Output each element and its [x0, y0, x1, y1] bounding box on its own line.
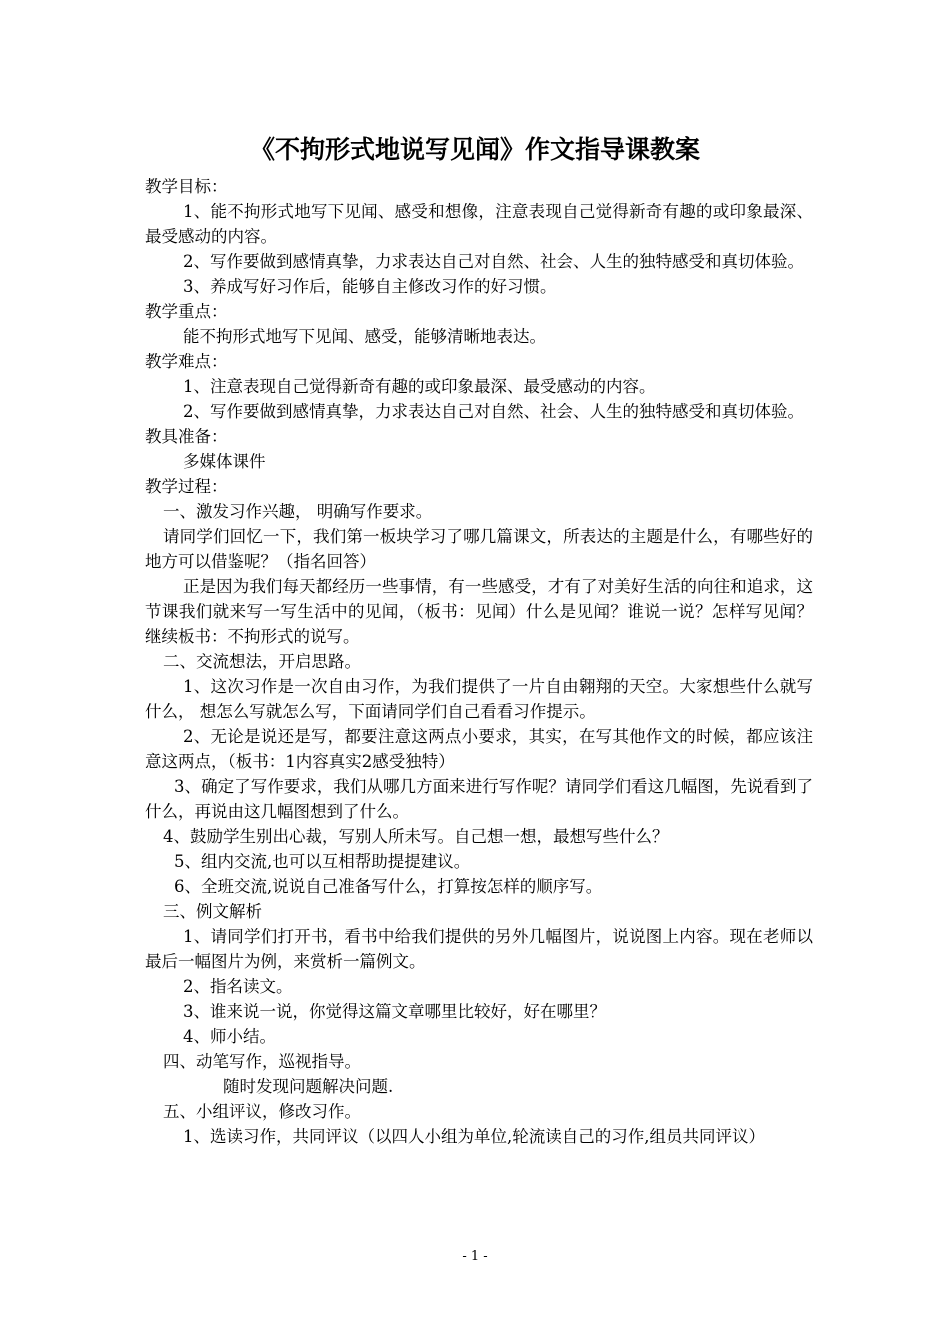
- paragraph: 随时发现问题解决问题.: [223, 1077, 394, 1096]
- paragraph: 3、养成写好习作后，能够自主修改习作的好习惯。: [183, 277, 557, 296]
- paragraph: 教学重点：: [145, 302, 228, 321]
- paragraph: 1、能不拘形式地写下见闻、感受和想像，注意表现自己觉得新奇有趣的或印象最深、最受感动的内容。: [145, 202, 813, 246]
- paragraph: 4、鼓励学生别出心裁，写别人所未写。自己想一想，最想写些什么？: [163, 827, 669, 846]
- document-title: 《不拘形式地说写见闻》作文指导课教案: [249, 135, 700, 164]
- paragraph: 二、交流想法，开启思路。: [163, 652, 361, 671]
- paragraph: 4、师小结。: [183, 1027, 276, 1046]
- paragraph: 教具准备：: [145, 427, 228, 446]
- paragraph: 1、请同学们打开书，看书中给我们提供的另外几幅图片，说说图上内容。现在老师以最后一幅图片为例，来赏析一篇例文。: [145, 927, 813, 971]
- paragraph: 6、全班交流,说说自己准备写什么，打算按怎样的顺序写。: [174, 877, 603, 896]
- paragraph: 2、写作要做到感情真挚，力求表达自己对自然、社会、人生的独特感受和真切体验。: [183, 252, 804, 271]
- paragraph: 四、动笔写作，巡视指导。: [163, 1052, 361, 1071]
- paragraph: 1、选读习作，共同评议（以四人小组为单位,轮流读自己的习作,组员共同评议）: [183, 1127, 765, 1146]
- paragraph: 教学目标：: [145, 177, 228, 196]
- paragraph: 三、例文解析: [163, 902, 262, 921]
- paragraph: 2、写作要做到感情真挚，力求表达自己对自然、社会、人生的独特感受和真切体验。: [183, 402, 804, 421]
- paragraph: 5、组内交流,也可以互相帮助提提建议。: [174, 852, 471, 871]
- paragraph: 五、小组评议，修改习作。: [163, 1102, 361, 1121]
- paragraph: 3、谁来说一说，你觉得这篇文章哪里比较好，好在哪里？: [183, 1002, 606, 1021]
- paragraph: 3、确定了写作要求，我们从哪几方面来进行写作呢？请同学们看这几幅图，先说看到了什么，再说由这几幅图想到了什么。: [145, 777, 813, 821]
- paragraph: 2、指名读文。: [183, 977, 293, 996]
- paragraph: 能不拘形式地写下见闻、感受，能够清晰地表达。: [183, 327, 546, 346]
- document-body: [145, 174, 813, 1149]
- paragraph: 正是因为我们每天都经历一些事情，有一些感受，才有了对美好生活的向往和追求，这节课我们就来写一写生活中的见闻，（板书：见闻）什么是见闻？谁说一说？怎样写见闻？继续板书：不拘形式的说写。: [145, 577, 813, 646]
- paragraph: 多媒体课件: [183, 452, 266, 471]
- page-number: - 1 -: [462, 1249, 488, 1264]
- paragraph: 1、这次习作是一次自由习作，为我们提供了一片自由翱翔的天空。大家想些什么就写什么， 想怎么写就怎么写，下面请同学们自己看看习作提示。: [145, 677, 813, 721]
- paragraph: 教学过程：: [145, 477, 228, 496]
- paragraph: 1、注意表现自己觉得新奇有趣的或印象最深、最受感动的内容。: [183, 377, 656, 396]
- paragraph: 教学难点：: [145, 352, 228, 371]
- paragraph: 2、无论是说还是写，都要注意这两点小要求，其实，在写其他作文的时候，都应该注意这两点，（板书：1内容真实2感受独特）: [145, 727, 813, 771]
- paragraph: 一、激发习作兴趣， 明确写作要求。: [163, 502, 433, 521]
- paragraph: 请同学们回忆一下，我们第一板块学习了哪几篇课文，所表达的主题是什么，有哪些好的地方可以借鉴呢？（指名回答）: [145, 527, 813, 571]
